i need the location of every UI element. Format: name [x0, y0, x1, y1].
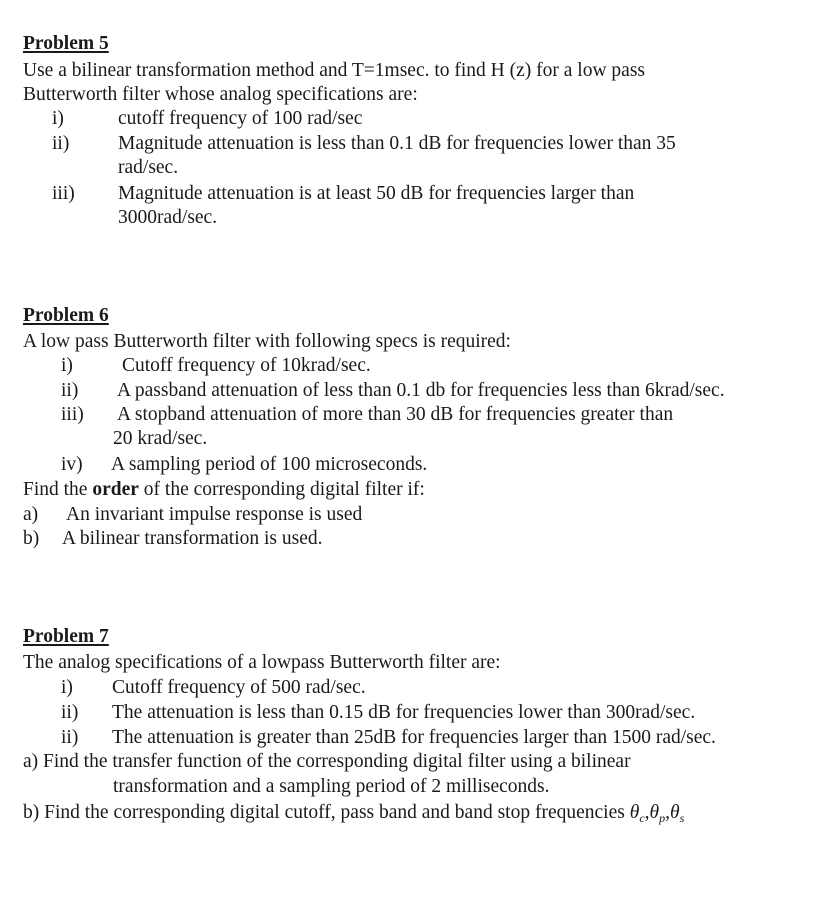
problem-7-item-1-text: Cutoff frequency of 500 rad/sec. [112, 677, 366, 698]
problem-6-item-3-marker: iii) [61, 404, 84, 425]
problem-6-item-2-text: A passband attenuation of less than 0.1 db for frequencies less than 6krad/sec. [117, 380, 725, 401]
problem-6-option-b-marker: b) [23, 528, 40, 549]
problem-6-item-1-marker: i) [61, 355, 73, 376]
problem-6-item-3-text-cont: 20 krad/sec. [113, 428, 208, 449]
problem-6-find-post: of the corresponding digital filter if: [138, 479, 425, 500]
problem-7-part-a-line1: a) Find the transfer function of the corresponding digital filter using a bilinear [23, 751, 631, 772]
problem-5-item-3-text: Magnitude attenuation is at least 50 dB for frequencies larger than [118, 183, 635, 204]
problem-5-item-1-marker: i) [52, 108, 64, 129]
problem-5-intro-line2: Butterworth filter whose analog specifications are: [23, 84, 418, 105]
problem-5-item-1-text: cutoff frequency of 100 rad/sec [118, 108, 363, 129]
problem-6-item-1-text: Cutoff frequency of 10krad/sec. [122, 355, 371, 376]
problem-7-part-b [23, 801, 684, 830]
problem-6-item-2-marker: ii) [61, 380, 79, 401]
problem-6-option-a-marker: a) [23, 504, 39, 525]
problem-7-intro: The analog specifications of a lowpass Butterworth filter are: [23, 652, 501, 673]
problem-7-item-1-marker: i) [61, 677, 73, 698]
problem-6-option-b-text: A bilinear transformation is used. [62, 528, 323, 549]
problem-6-item-3-text: A stopband attenuation of more than 30 dB for frequencies greater than [117, 404, 674, 425]
problem-7-item-2-text: The attenuation is less than 0.15 dB for frequencies lower than 300rad/sec. [112, 702, 696, 723]
problem-7-part-b-text: b) Find the corresponding digital cutoff, pass band and band stop frequencies [23, 802, 625, 823]
problem-7-title: Problem 7 [23, 626, 109, 647]
problem-6-item-4-text: A sampling period of 100 microseconds. [111, 454, 428, 475]
problem-5-item-2-marker: ii) [52, 133, 70, 154]
problem-6-title: Problem 6 [23, 305, 109, 326]
problem-6-find-bold: order [92, 479, 139, 500]
problem-7-item-3-text: The attenuation is greater than 25dB for frequencies larger than 1500 rad/sec. [112, 727, 716, 748]
problem-5-item-3-marker: iii) [52, 183, 75, 204]
problem-5-item-2-text: Magnitude attenuation is less than 0.1 dB for frequencies lower than 35 [118, 133, 676, 154]
problem-5-title: Problem 5 [23, 33, 109, 54]
problem-5-intro-line1: Use a bilinear transformation method and T=1msec. to find H (z) for a low pass [23, 60, 646, 81]
problem-6-item-4-marker: iv) [61, 454, 83, 475]
theta-c: $\theta_c$ [629, 802, 645, 825]
problem-6-find-pre: Find the [23, 479, 93, 500]
problem-7-part-a-line2: transformation and a sampling period of 2 milliseconds. [113, 776, 550, 797]
problem-7-item-3-marker: ii) [61, 727, 79, 748]
problem-5-item-3-text-cont: 3000rad/sec. [118, 207, 218, 228]
problem-6-option-a-text: An invariant impulse response is used [66, 504, 363, 525]
theta-s: $\theta_s$ [669, 802, 685, 825]
problem-5-item-2-text-cont: rad/sec. [118, 157, 179, 178]
problem-6-find-line [23, 478, 425, 502]
problem-6-intro: A low pass Butterworth filter with following specs is required: [23, 331, 511, 352]
problem-7-item-2-marker: ii) [61, 702, 79, 723]
theta-p: $\theta_p$ [649, 802, 666, 825]
frequency-symbols: $\theta_c,\theta_p,\theta_s$ [629, 802, 685, 825]
